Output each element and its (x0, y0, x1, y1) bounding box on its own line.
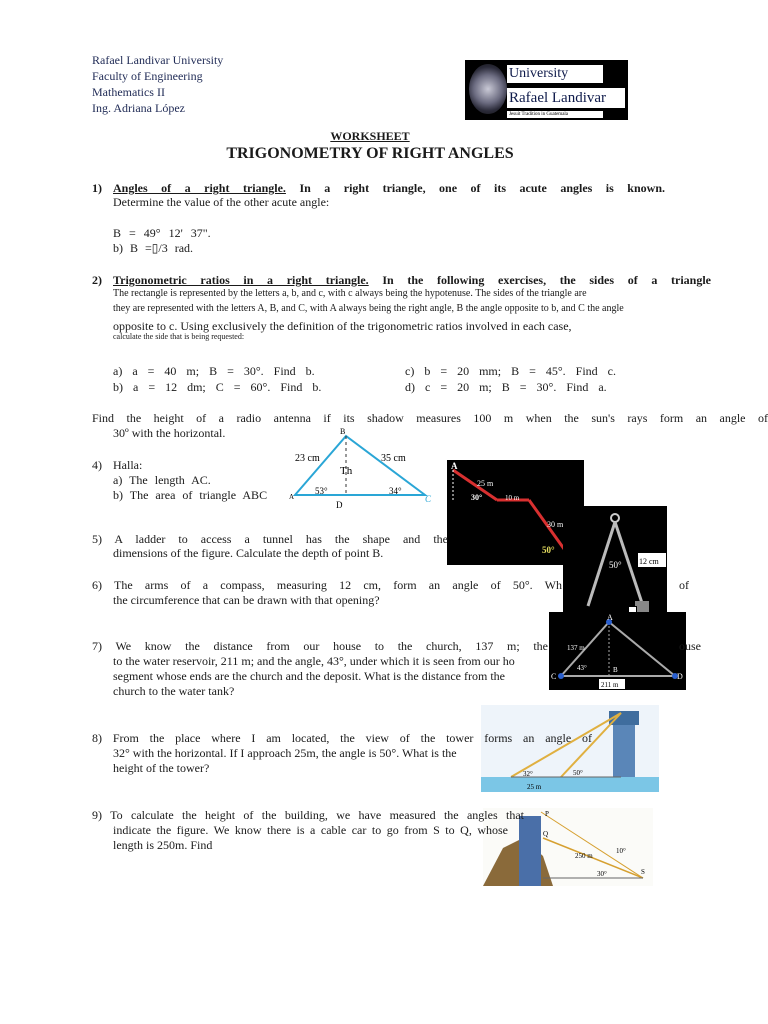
logo-tagline: Jesuit Tradition in Guatemala (507, 111, 603, 118)
q2-line-3: opposite to c. Using exclusively the definition of the trigonometric ratios involved in each case, (113, 319, 572, 333)
q2-line-2: they are represented with the letters A, B, and C, with A always being the right angle, B the angle opposite to b, and C the angle (113, 303, 624, 314)
q1-heading: Angles of a right triangle. In a right triangle, one of its acute angles is known. (113, 181, 665, 195)
fig7-angle: 43° (577, 664, 587, 672)
fig4-label-d: D (336, 500, 343, 510)
fig6-length: 12 cm (639, 557, 659, 566)
q2-line-1: The rectangle is represented by the letters a, b, and c, with c always being the hypotenuse. The sides of the triangle are (113, 288, 587, 299)
q4-item-a: a) The length AC. (113, 473, 211, 487)
fig9-label-s: S (641, 868, 645, 876)
figure-compass-image (563, 506, 667, 618)
fig9-angle-1: 10° (616, 847, 626, 855)
fig8-distance: 25 m (527, 783, 542, 791)
fig9-label-q: Q (543, 830, 549, 838)
fig8-angle-2: 50° (573, 769, 583, 777)
q7-line-3: segment whose ends are the church and the deposit. What is the distance from the (113, 669, 505, 683)
q1-instruction: Determine the value of the other acute angle: (113, 195, 330, 209)
fig7-len-2: 211 m (601, 681, 619, 689)
fig8-angle-1: 32° (523, 770, 533, 778)
q2-item-c: c) b = 20 mm; B = 45°. Find c. (405, 364, 616, 378)
fig7-label-b: B (613, 666, 618, 674)
fig5-angle-1: 30° (471, 493, 483, 502)
q8-line-1: 8) From the place where I am located, the view of the tower forms an angle of (92, 731, 592, 745)
fig5-len-3: 30 m (547, 520, 564, 529)
fig4-left-side: 23 cm (295, 453, 320, 464)
q3-line-2: 30º with the horizontal. (113, 426, 226, 440)
q2-item-a: a) a = 40 m; B = 30°. Find b. (113, 364, 315, 378)
fig7-label-c: C (551, 672, 557, 681)
q6-line-1-end: of (679, 578, 689, 592)
figure-triangle-abc (285, 426, 445, 512)
fig4-height: Th (340, 465, 353, 477)
fig5-len-2: 10 m (505, 494, 520, 502)
q9-line-2: indicate the figure. We know there is a cable car to go from S to Q, whose (113, 823, 508, 837)
logo-line-2: Rafael Landivar (507, 88, 625, 108)
q4-number: 4) (92, 458, 102, 472)
fig4-label-a: A (289, 493, 295, 501)
fig5-len-1: 25 m (477, 479, 494, 488)
q9-line-1: 9) To calculate the height of the building, we have measured the angles that (92, 808, 524, 822)
figure-church-reservoir-image (549, 612, 686, 690)
fig4-label-c: C (425, 494, 432, 504)
q4-item-b: b) The area of triangle ABC (113, 488, 268, 502)
logo-line-1: University (507, 65, 603, 83)
fig7-len-1: 137 m (567, 644, 585, 652)
header-line-course: Mathematics II (92, 85, 165, 99)
q5-line-2: dimensions of the figure. Calculate the depth of point B. (113, 546, 384, 560)
institution-header (92, 52, 223, 116)
page-title: TRIGONOMETRY OF RIGHT ANGLES (226, 145, 514, 162)
q1-number: 1) (92, 181, 102, 195)
fig4-angle-a: 53° (315, 486, 328, 496)
q1-item-a: B = 49° 12' 37". (113, 226, 211, 240)
q9-line-3: length is 250m. Find (113, 838, 213, 852)
header-line-faculty: Faculty of Engineering (92, 69, 203, 83)
fig7-label-d: D (677, 672, 683, 681)
fig4-angle-c: 34° (389, 486, 402, 496)
worksheet-label: WORKSHEET (330, 129, 410, 143)
fig9-length: 250 m (575, 852, 593, 860)
university-logo (465, 60, 628, 120)
q2-heading: Trigonometric ratios in a right triangle. In the following exercises, the sides of a triangle (113, 273, 712, 287)
fig7-label-a: A (607, 613, 613, 622)
fig4-right-side: 35 cm (381, 453, 406, 464)
q5-line-1: 5) A ladder to access a tunnel has the shape and the (92, 532, 448, 546)
fig5-angle-2: 50° (542, 545, 555, 555)
university-seal-icon (469, 64, 507, 114)
fig5-point-a: A (451, 461, 458, 471)
q7-line-2: to the water reservoir, 211 m; and the angle, 43°, under which it is seen from our ho (113, 654, 515, 668)
header-line-university: Rafael Landivar University (92, 53, 224, 67)
q8-line-3: height of the tower? (113, 761, 210, 775)
q8-line-2: 32° with the horizontal. If I approach 25m, the angle is 50°. What is the (113, 746, 457, 760)
q3-line-1: Find the height of a radio antenna if its shadow measures 100 m when the sun's rays form an angle of (92, 411, 768, 425)
q2-item-d: d) c = 20 m; B = 30°. Find a. (405, 380, 607, 394)
q2-line-4: calculate the side that is being requested: (113, 332, 245, 341)
q7-line-1-end: ouse (679, 639, 701, 653)
q1-item-b: b) B =▯/3 rad. (113, 241, 194, 255)
q6-line-1: 6) The arms of a compass, measuring 12 cm, form an angle of 50°. Wh (92, 578, 562, 592)
figure-tower-image (481, 705, 659, 792)
fig6-angle: 50° (609, 560, 622, 570)
q7-line-1: 7) We know the distance from our house to the church, 137 m; the (92, 639, 548, 653)
fig4-label-b: B (340, 427, 346, 436)
q4-heading: Halla: (113, 458, 143, 472)
header-line-teacher: Ing. Adriana López (92, 101, 185, 115)
q6-line-2: the circumference that can be drawn with that opening? (113, 593, 380, 607)
q2-number: 2) (92, 273, 102, 287)
fig9-angle-2: 30° (597, 870, 607, 878)
q2-item-b: b) a = 12 dm; C = 60°. Find b. (113, 380, 322, 394)
q7-line-4: church to the water tank? (113, 684, 235, 698)
fig9-label-p: P (545, 810, 549, 818)
